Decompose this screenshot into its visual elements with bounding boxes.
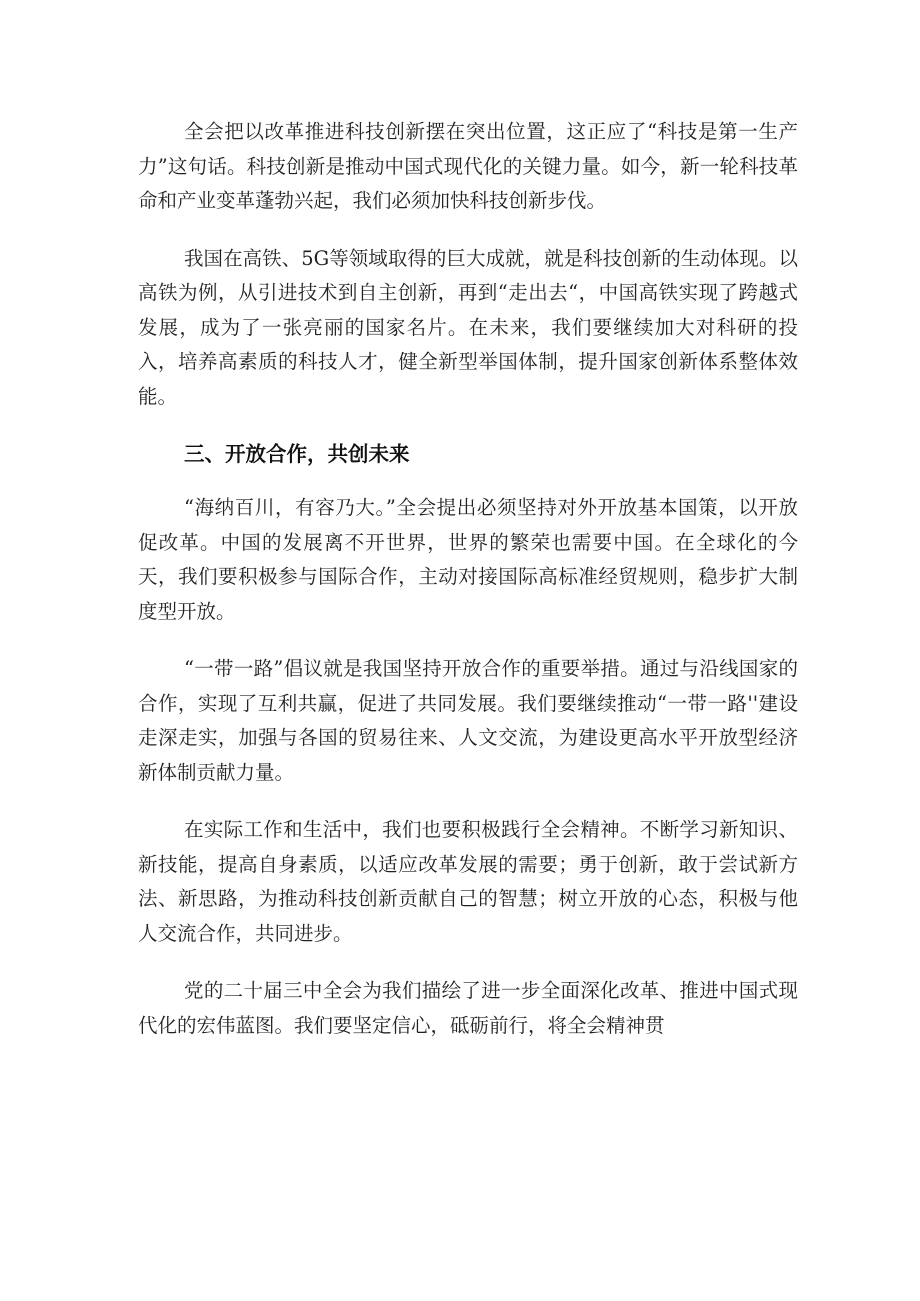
paragraph-conclusion: 党的二十届三中全会为我们描绘了进一步全面深化改革、推进中国式现代化的宏伟蓝图。我们要坚定信心，砥砺前行，将全会精神贯 (138, 979, 798, 1037)
paragraph-belt-and-road: “一带一路”倡议就是我国坚持开放合作的重要举措。通过与沿线国家的合作，实现了互利共赢，促进了共同发展。我们要继续推动“一带一路''建设走深走实，加强与各国的贸易往来、人文交流，为建设更高水平开放型经济新体制贡献力量。 (138, 657, 798, 784)
section-heading: 三、开放合作，共创未来 (184, 442, 410, 466)
paragraph-high-speed-rail: 我国在高铁、5G等领域取得的巨大成就，就是科技创新的生动体现。以高铁为例，从引进技术到自主创新，再到“走出去“，中国高铁实现了跨越式发展，成为了一张亮丽的国家名片。在未来，我们要继续加大对科研的投入，培养高素质的科技人才，健全新型举国体制，提升国家创新体系整体效能。 (138, 246, 798, 408)
paragraph-practice: 在实际工作和生活中，我们也要积极践行全会精神。不断学习新知识、新技能，提高自身素质，以适应改革发展的需要；勇于创新，敢于尝试新方法、新思路，为推动科技创新贡献自己的智慧；树立开放的心态，积极与他人交流合作，共同进步。 (138, 818, 798, 945)
document-body (138, 115, 798, 1066)
paragraph-tech-innovation-priority: 全会把以改革推进科技创新摆在突出位置，这正应了“科技是第一生产力”这句话。科技创新是推动中国式现代化的关键力量。如今，新一轮科技革命和产业变革蓬勃兴起，我们必须加快科技创新步伐。 (138, 120, 798, 212)
paragraph-opening-up: “海纳百川，有容乃大。”全会提出必须坚持对外开放基本国策，以开放促改革。中国的发展离不开世界，世界的繁荣也需要中国。在全球化的今天，我们要积极参与国际合作，主动对接国际高标准经贸规则，稳步扩大制度型开放。 (138, 496, 798, 623)
